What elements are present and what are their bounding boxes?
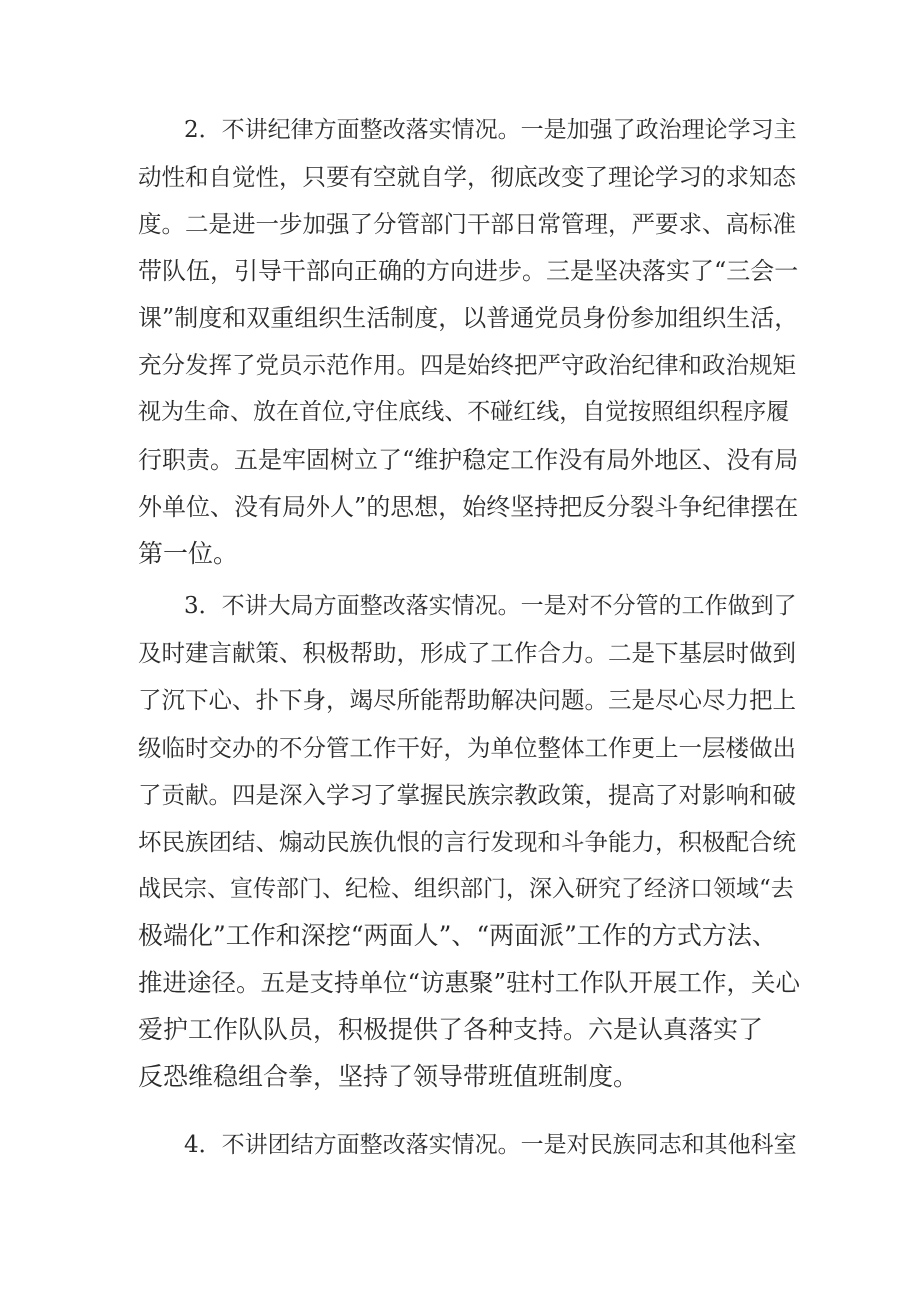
paragraph-3-line-9: 推进途径。五是支持单位“访惠聚”驻村工作队开展工作，关心 [138, 968, 801, 997]
paragraph-2-line-9: 外单位、没有局外人”的思想，始终坚持把反分裂斗争纪律摆在 [138, 493, 799, 521]
paragraph-2-line-10: 第一位。 [138, 539, 239, 568]
paragraph-3-line-11: 反恐维稳组合拳，坚持了领导带班值班制度。 [138, 1062, 639, 1091]
paragraph-3-line-2: 及时建言献策、积极帮助，形成了工作合力。二是下基层时做到 [138, 639, 796, 667]
paragraph-3-line-3: 了沉下心、扑下身，竭尽所能帮助解决问题。三是尽心尽力把上 [138, 686, 796, 714]
paragraph-3-line-4: 级临时交办的不分管工作干好，为单位整体工作更上一层楼做出 [138, 734, 796, 762]
paragraph-3-line-1: 3．不讲大局方面整改落实情况。一是对不分管的工作做到了 [184, 593, 797, 619]
paragraph-4-line-1: 4．不讲团结方面整改落实情况。一是对民族同志和其他科室 [184, 1132, 797, 1158]
paragraph-2-line-6: 充分发挥了党员示范作用。四是始终把严守政治纪律和政治规矩 [138, 351, 796, 379]
paragraph-2-line-2: 动性和自觉性，只要有空就自学，彻底改变了理论学习的求知态 [138, 163, 796, 191]
paragraph-2-line-5: 课”制度和双重组织生活制度，以普通党员身份参加组织生活， [138, 304, 799, 332]
paragraph-3-line-7: 战民宗、宣传部门、纪检、组织部门，深入研究了经济口领域“去 [138, 876, 794, 902]
paragraph-3-line-6: 坏民族团结、煽动民族仇恨的言行发现和斗争能力，积极配合统 [138, 828, 796, 856]
paragraph-2-line-1: 2．不讲纪律方面整改落实情况。一是加强了政治理论学习主 [184, 117, 797, 143]
paragraph-2-line-8: 行职责。五是牢固树立了“维护稳定工作没有局外地区、没有局 [138, 446, 799, 474]
paragraph-3-line-5: 了贡献。四是深入学习了掌握民族宗教政策，提高了对影响和破 [138, 781, 796, 809]
paragraph-2-line-3: 度。二是进一步加强了分管部门干部日常管理，严要求、高标准 [138, 210, 796, 238]
paragraph-2-line-7: 视为生命、放在首位,守住底线、不碰红线，自觉按照组织程序履 [138, 399, 790, 425]
paragraph-3-line-10: 爱护工作队队员，积极提供了各种支持。六是认真落实了 [138, 1015, 764, 1044]
paragraph-2-line-4: 带队伍，引导干部向正确的方向进步。三是坚决落实了“三会一 [138, 257, 799, 285]
paragraph-3-line-8: 极端化”工作和深挖“两面人”、“两面派”工作的方式方法、 [138, 921, 777, 950]
